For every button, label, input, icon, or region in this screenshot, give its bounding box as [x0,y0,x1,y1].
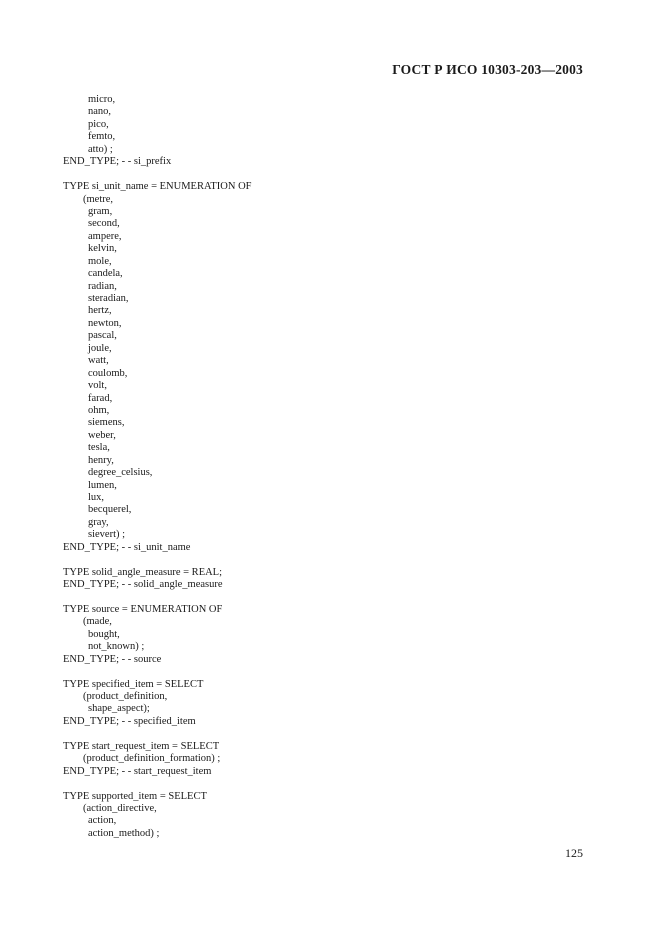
code-line: gram, [88,205,113,217]
code-line: bought, [88,628,120,640]
code-line: volt, [88,380,107,392]
code-line: pascal, [88,330,117,342]
code-line: kelvin, [88,243,117,255]
code-line: END_TYPE; - - solid_angle_measure [63,579,223,591]
blank-line [63,169,601,181]
code-line: steradian, [88,293,129,304]
code-line: action_method) ; [88,827,160,839]
code-line: henry, [88,454,114,466]
code-line: tesla, [88,442,110,454]
code-line: END_TYPE; - - source [63,653,162,665]
blank-line [63,778,601,790]
code-line: siemens, [88,417,125,429]
code-line: TYPE start_request_item = SELECT [63,740,220,752]
code-line: joule, [88,342,112,354]
code-line: ohm, [88,404,110,416]
code-line: second, [88,218,120,230]
code-line: coulomb, [88,367,128,379]
code-line: TYPE specified_item = SELECT [63,678,204,690]
code-line: TYPE source = ENUMERATION OF [63,603,223,615]
code-line: radian, [88,280,117,292]
code-line: mole, [88,255,112,267]
code-line: (action_directive, [83,802,157,814]
code-line: newton, [88,317,122,329]
blank-line [63,554,601,566]
code-line: becquerel, [88,504,132,516]
code-line: micro, [88,94,116,105]
code-line: pico, [88,118,109,130]
code-line: sievert) ; [88,529,126,541]
code-line: lux, [88,492,105,503]
page-number: 125 [565,846,583,860]
code-line: degree_celsius, [88,467,153,479]
code-line: TYPE si_unit_name = ENUMERATION OF [63,181,252,193]
code-line: lumen, [88,479,117,491]
code-line: (metre, [83,193,114,205]
code-line: hertz, [88,305,112,317]
code-line: END_TYPE; - - si_prefix [63,156,172,168]
code-line: END_TYPE; - - start_request_item [63,765,212,777]
blank-line [63,666,601,678]
code-line: not_known) ; [88,641,145,653]
code-listing [63,94,601,840]
code-line: femto, [88,131,116,143]
document-header: ГОСТ Р ИСО 10303-203—2003 [392,62,583,77]
code-line: watt, [88,355,109,367]
code-line: (made, [83,616,112,628]
code-line: weber, [88,429,116,441]
code-line: ampere, [88,230,122,242]
code-line: END_TYPE; - - si_unit_name [63,541,191,553]
blank-line [63,728,601,740]
blank-line [63,592,601,604]
code-line: (product_definition, [83,691,168,702]
code-line: TYPE supported_item = SELECT [63,790,207,802]
code-line: TYPE solid_angle_measure = REAL; [63,566,223,578]
code-line: atto) ; [88,143,113,155]
code-line: candela, [88,268,123,280]
code-line: shape_aspect); [88,703,150,715]
code-line: gray, [88,516,109,528]
code-line: (product_definition_formation) ; [83,753,221,765]
code-line: action, [88,815,117,827]
code-line: farad, [88,392,113,404]
code-line: nano, [88,106,112,118]
code-line: END_TYPE; - - specified_item [63,715,196,727]
